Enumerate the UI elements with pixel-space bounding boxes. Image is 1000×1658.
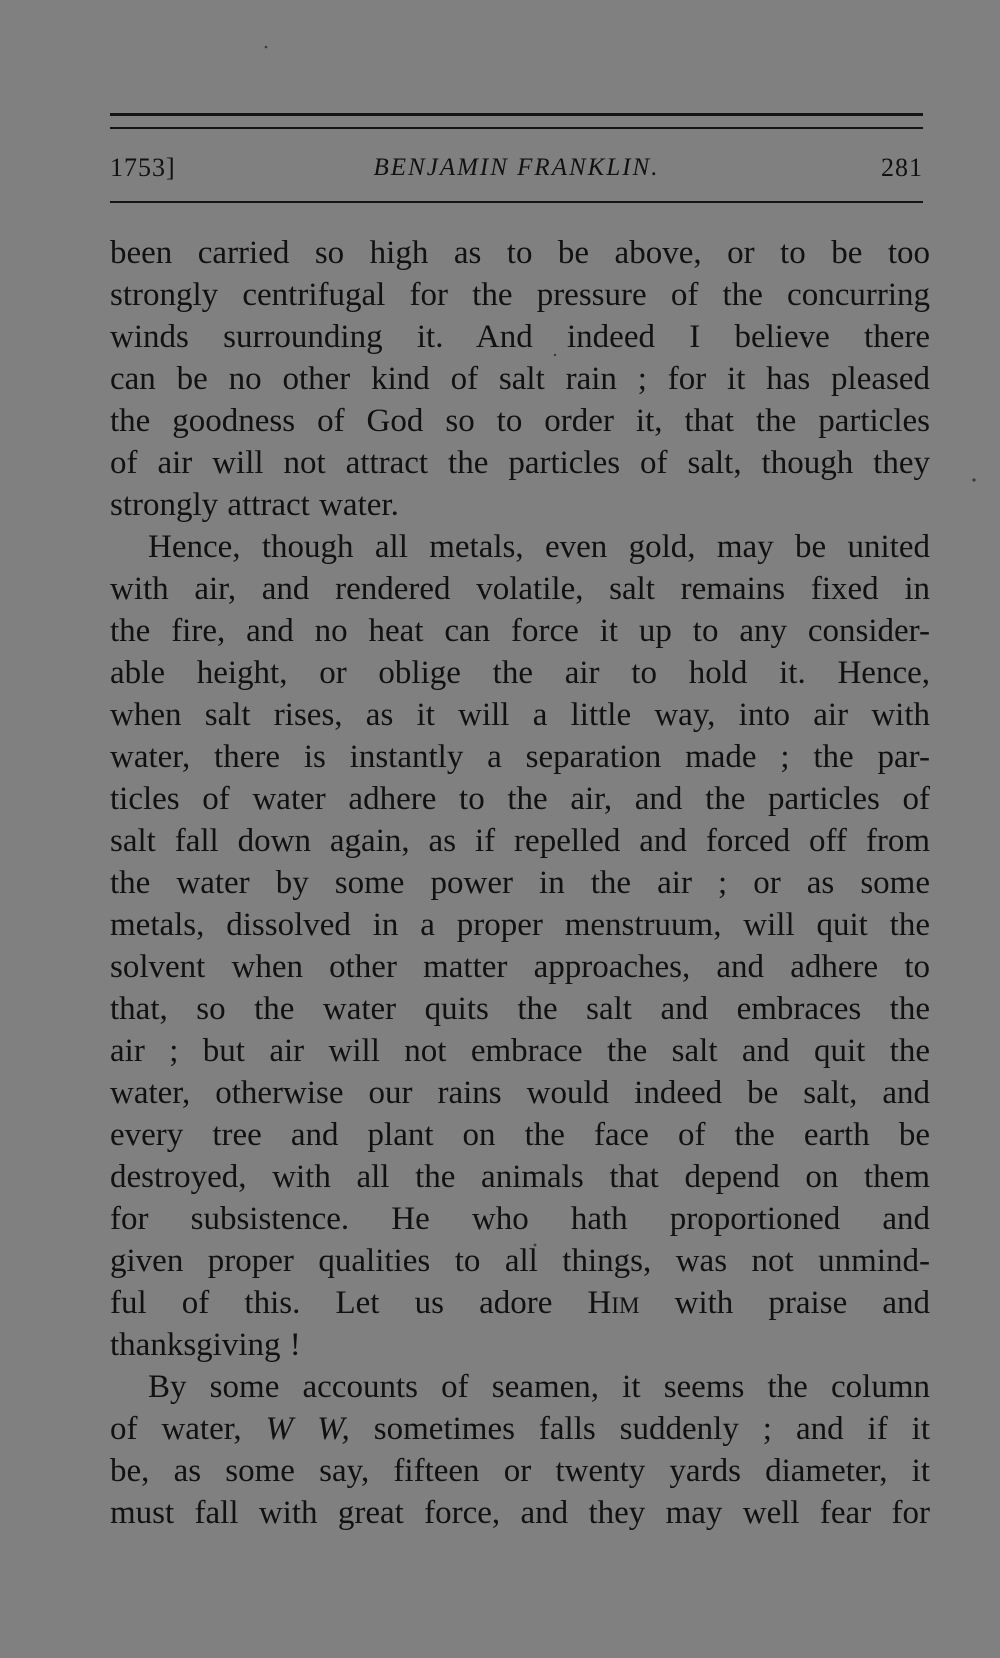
text-line: the water by some power in the air ; or as some: [110, 865, 930, 901]
text-line: solvent when other matter approaches, and adhere to: [110, 949, 930, 985]
text-line: for subsistence. He who hath proportioned and: [110, 1201, 930, 1237]
text-line: winds surrounding it. And indeed I believe there: [110, 319, 930, 355]
text-run: of water,: [110, 1411, 242, 1447]
text-line: ticles of water adhere to the air, and the particles of: [110, 781, 930, 817]
text-line: strongly centrifugal for the pressure of the concurring: [110, 277, 930, 313]
running-head: [110, 148, 923, 188]
body-text: [110, 232, 930, 1534]
text-line: must fall with great force, and they may well fear for: [110, 1495, 930, 1531]
text-line-indented: Hence, though all metals, even gold, may be united: [148, 529, 930, 565]
text-line: air ; but air will not embrace the salt and quit the: [110, 1033, 930, 1069]
text-line: strongly attract water.: [110, 487, 399, 523]
text-run-italic: W W,: [265, 1411, 350, 1447]
text-line: water, there is instantly a separation made ; the par-: [110, 739, 930, 775]
header-rule-thick: [110, 113, 923, 116]
text-line: be, as some say, fifteen or twenty yards diameter, it: [110, 1453, 930, 1489]
speck-dot: [972, 478, 975, 481]
page-number: 281: [881, 153, 923, 182]
text-line: been carried so high as to be above, or to be too: [110, 235, 930, 271]
text-line-mixed: [110, 1408, 930, 1450]
text-line: the goodness of God so to order it, that the particles: [110, 403, 930, 439]
text-line: that, so the water quits the salt and embraces the: [110, 991, 930, 1027]
text-line: can be no other kind of salt rain ; for it has pleased: [110, 361, 930, 397]
text-line: salt fall down again, as if repelled and forced off from: [110, 823, 930, 859]
text-line: every tree and plant on the face of the earth be: [110, 1117, 930, 1153]
header-rule-bottom: [110, 201, 923, 203]
text-run-small-caps: Him: [587, 1285, 640, 1321]
text-line: of air will not attract the particles of salt, though they: [110, 445, 930, 481]
running-head-year: 1753]: [110, 153, 176, 182]
text-line: water, otherwise our rains would indeed be salt, and: [110, 1075, 930, 1111]
text-line: with air, and rendered volatile, salt remains fixed in: [110, 571, 930, 607]
text-line: thanksgiving !: [110, 1327, 301, 1363]
text-run: sometimes falls suddenly ; and if it: [373, 1411, 931, 1447]
text-run: ful of this. Let us adore: [110, 1285, 553, 1321]
text-line: when salt rises, as it will a little way, into air with: [110, 697, 930, 733]
text-line: given proper qualities to all things, was not unmind-: [110, 1243, 930, 1279]
running-head-title: BENJAMIN FRANKLIN.: [373, 154, 660, 181]
text-line: the fire, and no heat can force it up to any consider-: [110, 613, 930, 649]
text-run: with praise and: [674, 1285, 930, 1321]
header-rule-thin: [110, 127, 923, 129]
text-line: able height, or oblige the air to hold it. Hence,: [110, 655, 930, 691]
text-line-mixed: [110, 1282, 930, 1324]
speck-dot: [265, 46, 268, 49]
text-line: metals, dissolved in a proper menstruum, will quit the: [110, 907, 930, 943]
text-line-indented: By some accounts of seamen, it seems the column: [148, 1369, 930, 1405]
text-line: destroyed, with all the animals that depend on them: [110, 1159, 930, 1195]
